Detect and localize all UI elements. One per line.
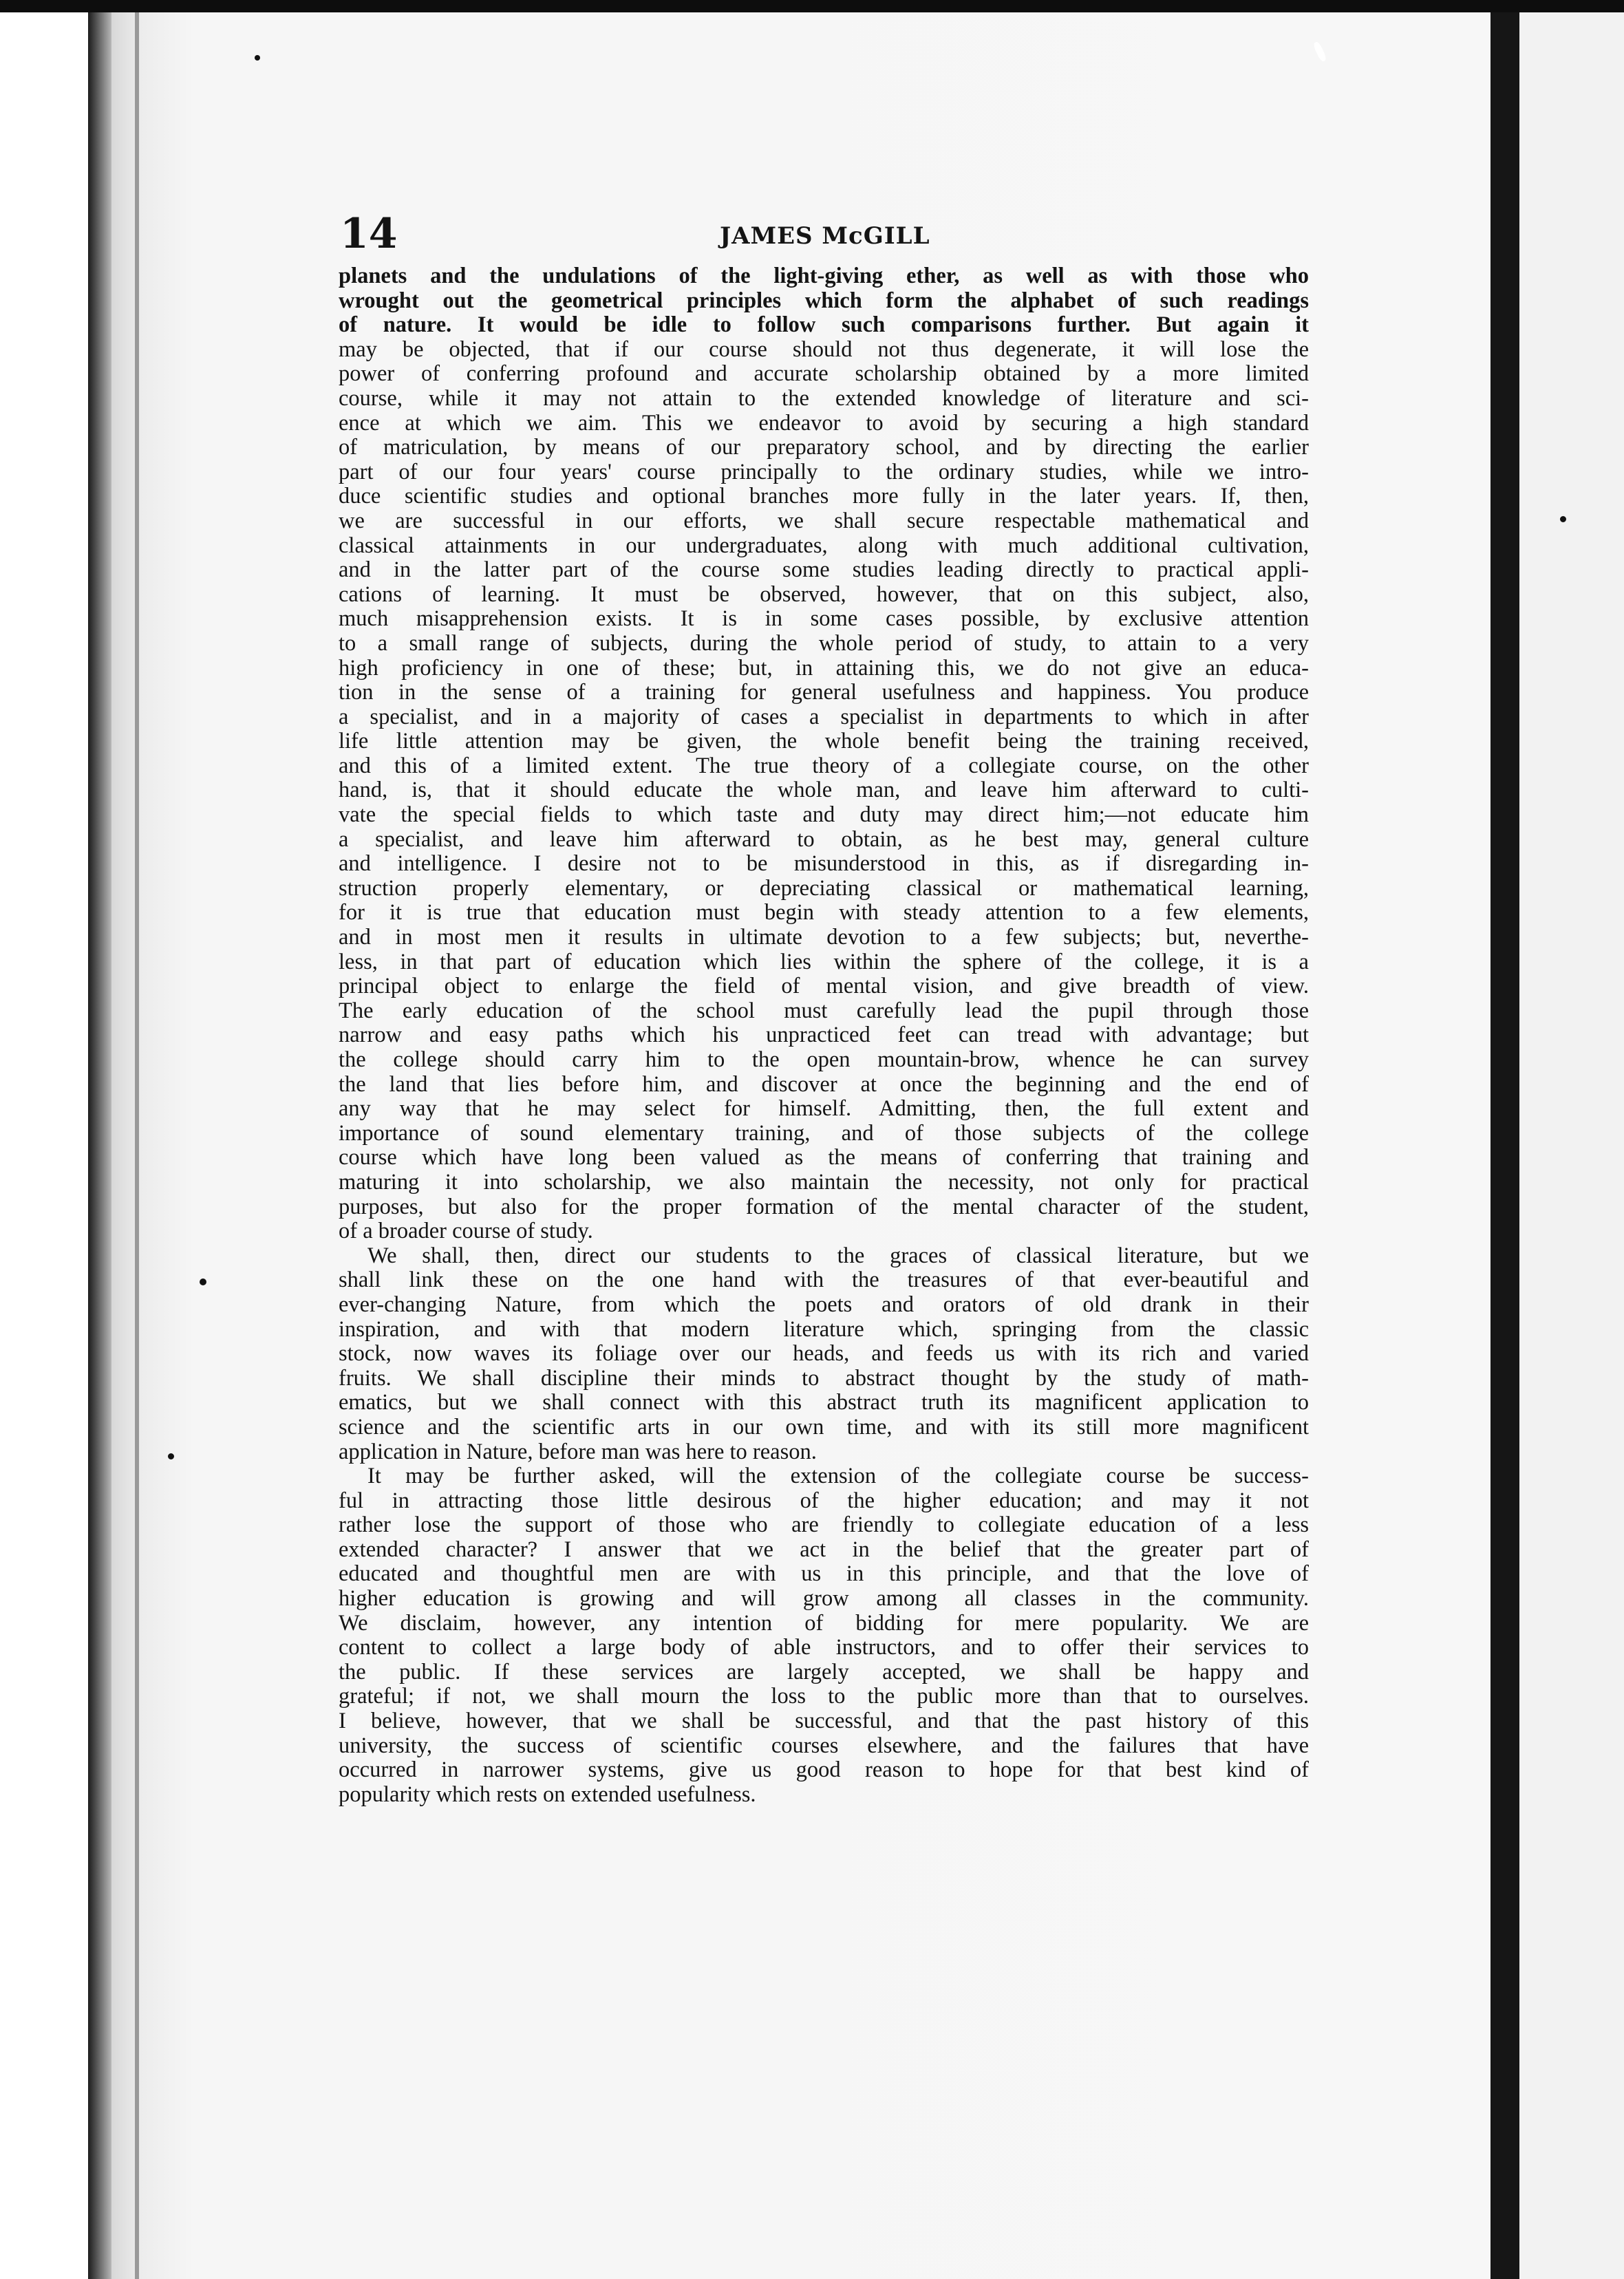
text-line: inspiration, and with that modern literature which, springing from the classic (339, 1316, 1309, 1342)
text-line: We shall, then, direct our students to the graces of classical literature, but we (367, 1243, 1309, 1268)
text-line: importance of sound elementary training, and of those subjects of the college (339, 1120, 1309, 1146)
text-line: may be objected, that if our course should not thus degenerate, it will lose the (339, 336, 1309, 362)
text-line: grateful; if not, we shall mourn the loss to the public more than that to ourselves. (339, 1684, 1309, 1709)
text-line: course which have long been valued as the means of conferring that training and (339, 1145, 1309, 1170)
text-line: hand, is, that it should educate the whole man, and leave him afterward to culti- (339, 778, 1309, 803)
text-line: the land that lies before him, and discover at once the beginning and the end of (339, 1071, 1309, 1097)
text-line: occurred in narrower systems, give us good reason to hope for that best kind of (339, 1757, 1309, 1783)
facing-page-edge (1519, 10, 1624, 2279)
gutter-line (135, 10, 139, 2279)
text-line: maturing it into scholarship, we also maintain the necessity, not only for practical (339, 1169, 1309, 1195)
text-line: cations of learning. It must be observed, however, that on this subject, also, (339, 581, 1309, 607)
text-line: wrought out the geometrical principles which form the alphabet of such readings (339, 288, 1309, 313)
text-line: power of conferring profound and accurate scholarship obtained by a more limited (339, 361, 1309, 387)
text-line: and this of a limited extent. The true theory of a collegiate course, on the other (339, 753, 1309, 778)
text-line: and intelligence. I desire not to be misunderstood in this, as if disregarding in- (339, 851, 1309, 877)
text-line: we are successful in our efforts, we shall secure respectable mathematical and (339, 508, 1309, 533)
book-spine-shadow (88, 0, 111, 2279)
text-line: principal object to enlarge the field of mental vision, and give breadth of view. (339, 974, 1309, 999)
scan-speck (200, 1278, 206, 1285)
scan-border-top (0, 0, 1624, 12)
text-line: university, the success of scientific courses elsewhere, and the failures that have (339, 1733, 1309, 1758)
text-line: part of our four years' course principally to the ordinary studies, while we intro- (339, 459, 1309, 484)
text-line: less, in that part of education which lies within the sphere of the college, it is a (339, 949, 1309, 974)
body-text (339, 264, 1309, 1807)
text-line: of matriculation, by means of our preparatory school, and by directing the earlier (339, 435, 1309, 460)
text-line: It may be further asked, will the extension of the collegiate course be success- (367, 1464, 1309, 1489)
text-line: tion in the sense of a training for general usefulness and happiness. You produce (339, 680, 1309, 705)
text-line: the public. If these services are largely accepted, we shall be happy and (339, 1659, 1309, 1684)
text-line: and in most men it results in ultimate devotion to a few subjects; but, neverthe- (339, 925, 1309, 950)
text-line: for it is true that education must begin with steady attention to a few elements, (339, 900, 1309, 925)
scan-margin-left (0, 0, 89, 2279)
text-line: a specialist, and leave him afterward to obtain, as he best may, general culture (339, 826, 1309, 852)
text-line: any way that he may select for himself. Admitting, then, the full extent and (339, 1096, 1309, 1122)
text-line: We disclaim, however, any intention of bidding for mere popularity. We are (339, 1610, 1309, 1636)
text-line: classical attainments in our undergraduates, along with much additional cultivation, (339, 533, 1309, 558)
text-line: application in Nature, before man was here to reason. (339, 1439, 817, 1464)
scan-speck (168, 1453, 174, 1459)
text-line: The early education of the school must carefully lead the pupil through those (339, 998, 1309, 1023)
text-line: vate the special fields to which taste and duty may direct him;—not educate him (339, 802, 1309, 828)
page-number: 14 (340, 210, 398, 258)
text-line: ematics, but we shall connect with this abstract truth its magnificent application to (339, 1390, 1309, 1415)
text-line: of a broader course of study. (339, 1219, 593, 1244)
text-line: higher education is growing and will grow among all classes in the community. (339, 1586, 1309, 1612)
scan-speck (255, 55, 260, 61)
text-line: fruits. We shall discipline their minds to abstract thought by the study of math- (339, 1365, 1309, 1391)
text-line: to a small range of subjects, during the whole period of study, to attain to a very (339, 630, 1309, 656)
page-header (0, 210, 1624, 258)
text-line: ful in attracting those little desirous of the higher education; and may it not (339, 1488, 1309, 1513)
text-line: planets and the undulations of the light-giving ether, as well as with those who (339, 264, 1309, 288)
text-line: shall link these on the one hand with the treasures of that ever-beautiful and (339, 1267, 1309, 1293)
text-line: course, while it may not attain to the extended knowledge of literature and sci- (339, 385, 1309, 411)
text-line: popularity which rests on extended usefulness. (339, 1782, 756, 1807)
text-line: the college should carry him to the open mountain-brow, whence he can survey (339, 1047, 1309, 1072)
text-line: life little attention may be given, the whole benefit being the training received, (339, 729, 1309, 754)
text-line: and in the latter part of the course some studies leading directly to practical appli- (339, 557, 1309, 583)
text-line: I believe, however, that we shall be successful, and that the past history of this (339, 1709, 1309, 1734)
text-line: extended character? I answer that we act in the belief that the greater part of (339, 1537, 1309, 1562)
scan-speck (1560, 516, 1566, 522)
text-line: educated and thoughtful men are with us in this principle, and that the love of (339, 1561, 1309, 1587)
text-line: ever-changing Nature, from which the poets and orators of old drank in their (339, 1292, 1309, 1317)
text-line: struction properly elementary, or depreciating classical or mathematical learning, (339, 875, 1309, 901)
text-line: a specialist, and in a majority of cases a specialist in departments to which in after (339, 704, 1309, 729)
text-line: purposes, but also for the proper formation of the mental character of the student, (339, 1194, 1309, 1219)
text-line: content to collect a large body of able instructors, and to offer their services to (339, 1635, 1309, 1660)
text-line: science and the scientific arts in our own time, and with its still more magnificent (339, 1414, 1309, 1440)
text-line: high proficiency in one of these; but, in attaining this, we do not give an educa- (339, 655, 1309, 681)
text-line: much misapprehension exists. It is in some cases possible, by exclusive attention (339, 606, 1309, 632)
running-head: JAMES McGILL (720, 222, 930, 250)
text-line: duce scientific studies and optional branches more fully in the later years. If, then, (339, 484, 1309, 509)
text-line: rather lose the support of those who are friendly to collegiate education of a less (339, 1512, 1309, 1538)
text-line: ence at which we aim. This we endeavor to avoid by securing a high standard (339, 410, 1309, 436)
page-edge-dark-bar (1491, 10, 1519, 2279)
text-line: narrow and easy paths which his unpracticed feet can tread with advantage; but (339, 1023, 1309, 1048)
text-line: stock, now waves its foliage over our heads, and feeds us with its rich and varied (339, 1341, 1309, 1367)
text-line: of nature. It would be idle to follow such comparisons further. But again it (339, 312, 1309, 338)
